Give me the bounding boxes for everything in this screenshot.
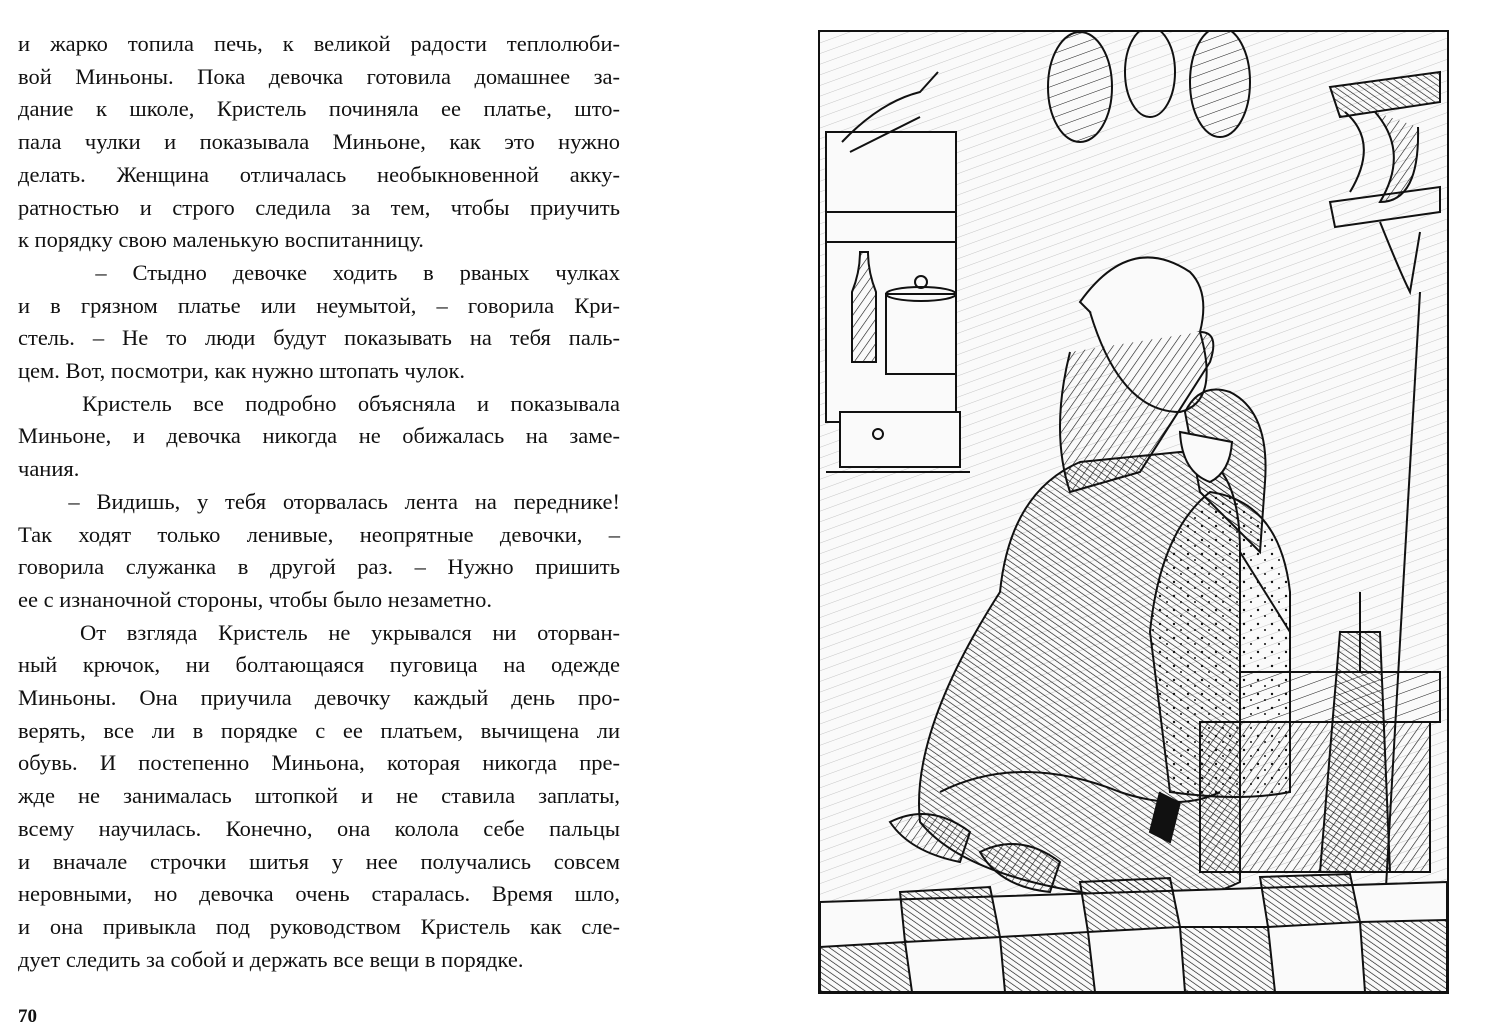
checkered-floor — [820, 874, 1447, 992]
cupboard — [826, 72, 970, 472]
text-line: всему научилась. Конечно, она колола себе пальцы — [18, 815, 620, 841]
text-line: жде не занималась штопкой и не ставила заплаты, — [18, 783, 620, 809]
text-line: чания. — [18, 456, 80, 482]
text-line: говорила служанка в другой раз. – Нужно пришить — [18, 554, 620, 580]
text-line: цем. Вот, посмотри, как нужно штопать чулок. — [18, 358, 466, 384]
page-number: 70 — [18, 1006, 37, 1027]
text-line: От взгляда Кристель не укрывался ни оторван- — [18, 619, 620, 645]
text-line: Миньоне, и девочка никогда не обижалась на заме- — [18, 423, 620, 449]
text-line: – Стыдно девочке ходить в рваных чулках — [18, 259, 620, 285]
text-line: – Видишь, у тебя оторвалась лента на переднике! — [18, 488, 620, 514]
text-line: Миньоны. Она приучила девочку каждый день про- — [18, 685, 620, 711]
text-line: и вначале строчки шитья у нее получались совсем — [18, 848, 620, 874]
text-line: ный крючок, ни болтающаяся пуговица на одежде — [18, 652, 620, 678]
text-line: стель. – Не то люди будут показывать на тебя паль- — [18, 325, 620, 351]
text-line: пала чулки и показывала Миньоне, как это нужно — [18, 129, 620, 155]
text-line: дует следить за собой и держать все вещи в порядке. — [18, 946, 524, 972]
text-line: к порядку свою маленькую воспитанницу. — [18, 227, 424, 253]
text-line: дание к школе, Кристель починяла ее платье, што- — [18, 96, 620, 122]
text-line: делать. Женщина отличалась необыкновенной акку- — [18, 161, 620, 187]
text-line: и жарко топила печь, к великой радости теплолюби- — [18, 31, 620, 56]
text-line: вой Миньоны. Пока девочка готовила домашнее за- — [18, 63, 620, 89]
text-line: и она привыкла под руководством Кристель как сле- — [18, 913, 620, 939]
illustration — [818, 30, 1449, 994]
text-line: ее с изнаночной стороны, чтобы было незаметно. — [18, 586, 492, 612]
kitchen-scene-drawing — [820, 32, 1447, 992]
text-line: ратностью и строго следила за тем, чтобы приучить — [18, 194, 620, 220]
text-line: неровными, но девочка очень старалась. Время шло, — [18, 881, 620, 907]
text-line: Так ходят только ленивые, неопрятные девочки, – — [18, 521, 620, 547]
text-line: верять, все ли в порядке с ее платьем, вычищена ли — [18, 717, 620, 743]
body-text — [18, 28, 620, 976]
text-line: Кристель все подробно объясняла и показывала — [18, 390, 620, 416]
text-line: и в грязном платье или неумытой, – говорила Кри- — [18, 292, 620, 318]
text-line: обувь. И постепенно Миньона, которая никогда пре- — [18, 750, 620, 776]
